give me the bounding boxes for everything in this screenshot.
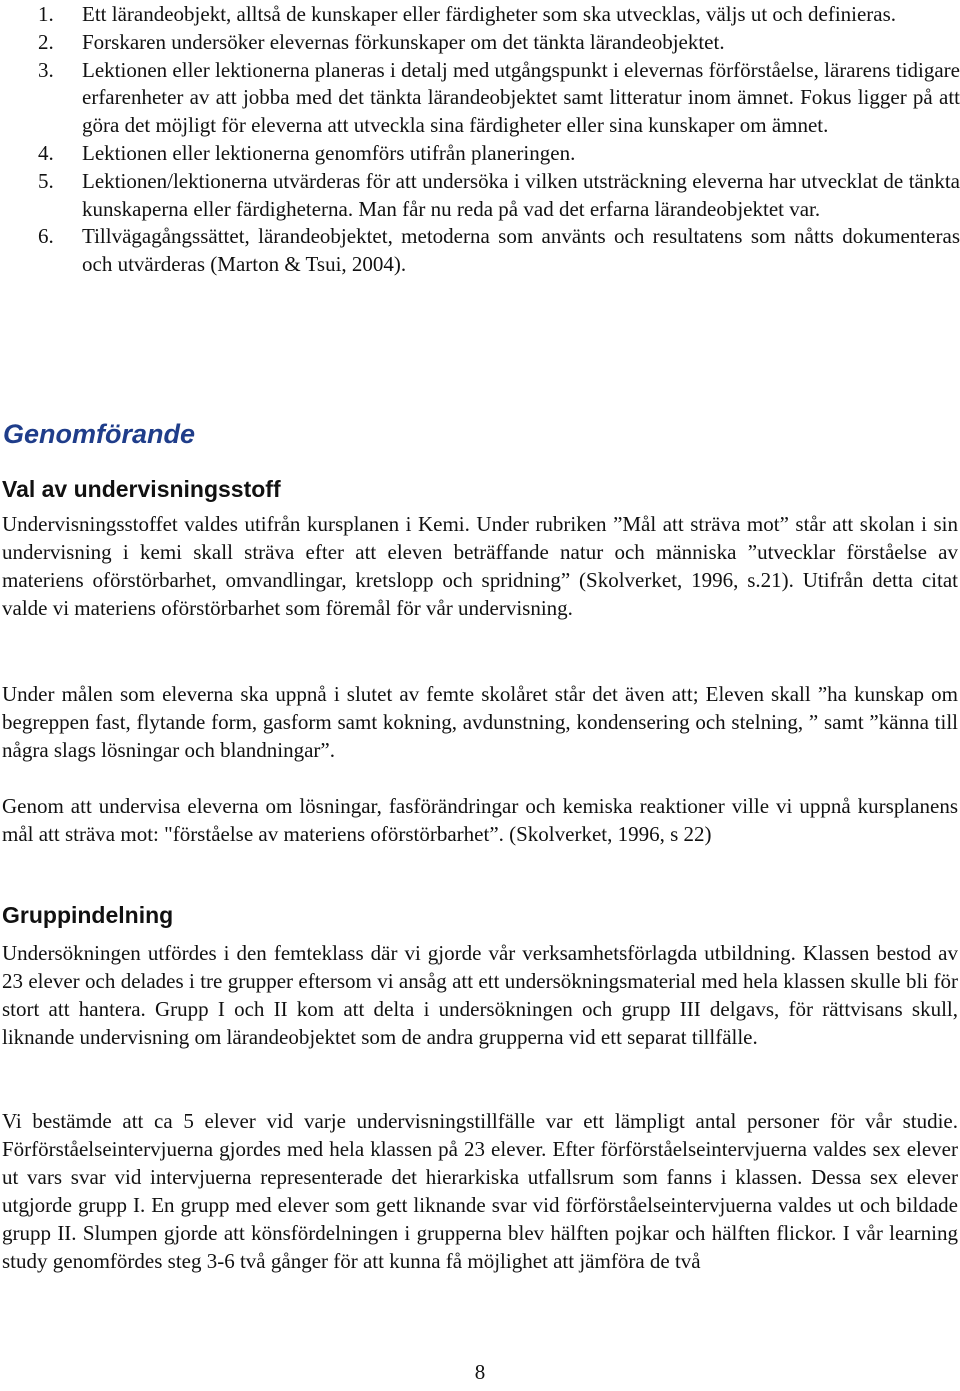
- page-number: 8: [474, 1360, 486, 1384]
- list-item-text: Forskaren undersöker elevernas förkunskaper om det tänkta lärandeobjektet.: [82, 29, 725, 54]
- list-item-number: 6.: [38, 224, 54, 249]
- list-item-text: Tillvägagångssättet, lärandeobjektet, metoderna som använts och resultatens som nåtts dokumenteras och utvärderas (Marton & Tsui, 2004).: [82, 224, 960, 277]
- body-paragraph: Under målen som eleverna ska uppnå i slutet av femte skolåret står det även att; Eleven skall ”ha kunskap om begreppen fast, flytande form, gasform samt kokning, avdunstning, kondensering och stelning, ” samt ”känna till några slags lösningar och blandningar”.: [2, 682, 958, 762]
- list-item: [0, 223, 960, 279]
- body-paragraph: Undervisningsstoffet valdes utifrån kursplanen i Kemi. Under rubriken ”Mål att sträva mot” står att skolan i sin undervisning i kemi skall sträva efter att eleven beträffande natur och människa ”utvecklar förståelse av materiens oförstörbarhet, omvandlingar, kretslopp och spridning” (Skolverket, 1996, s.21). Utifrån detta citat valde vi materiens oförstörbarhet som föremål för vår undervisning.: [2, 512, 958, 620]
- subsection-heading-gruppindelning: Gruppindelning: [2, 902, 174, 928]
- list-item-number: 5.: [38, 168, 54, 193]
- procedure-steps-list: [0, 1, 960, 279]
- list-item-number: 4.: [38, 140, 54, 165]
- list-item-text: Ett lärandeobjekt, alltså de kunskaper eller färdigheter som ska utvecklas, väljs ut och definieras.: [82, 2, 897, 26]
- subsection-heading-val-av-undervisningsstoff: Val av undervisningsstoff: [2, 476, 281, 502]
- list-item-text: Lektionen eller lektionerna genomförs utifrån planeringen.: [82, 140, 576, 165]
- list-item-text: Lektionen eller lektionerna planeras i detalj med utgångspunkt i elevernas förförståelse, lärarens tidigare erfarenheter av att jobba med det tänkta lärandeobjektet samt litteratur inom ämnet. Fokus ligger på att göra det möjligt för eleverna att utveckla sina färdigheter eller sina kunskaper om ämnet.: [82, 57, 960, 138]
- list-item: [0, 57, 960, 140]
- body-paragraph: Undersökningen utfördes i den femteklass där vi gjorde vår verksamhetsförlagda utbildning. Klassen bestod av 23 elever och delades i tre grupper eftersom vi ansåg att ett undersökningsmaterial med hela klassen skulle bli för stort att hantera. Grupp I och II kom att delta i undersökningen och grupp III delgavs, för rättvisans skull, liknande undervisning om lärandeobjektet som de andra grupperna vid ett separat tillfälle.: [2, 941, 958, 1049]
- list-item-text: Lektionen/lektionerna utvärderas för att undersöka i vilken utsträckning eleverna har utvecklat de tänkta kunskaperna eller färdigheterna. Man får nu reda på vad det erfarna lärandeobjektet var.: [82, 168, 960, 221]
- list-item: [0, 1, 960, 29]
- section-heading: Genomförande: [3, 419, 196, 449]
- list-item-number: 1.: [38, 2, 54, 26]
- body-paragraph: Vi bestämde att ca 5 elever vid varje undervisningstillfälle var ett lämpligt antal personer för vår studie. Förförståelseintervjuerna gjordes med hela klassen på 23 elever. Efter förförståelseintervjuerna valdes sex elever ut vars svar vid intervjuerna representerade det hierarkiska utfallsrum som fanns i klassen. Dessa sex elever utgjorde grupp I. En grupp med elever som gett liknande svar vid förförståelseintervjuerna valdes ut och bildade grupp II. Slumpen gjorde att könsfördelningen i grupperna blev hälften pojkar och hälften flickor. I vår learning study genomfördes steg 3-6 två gånger för att kunna få möjlighet att jämföra de två: [2, 1109, 958, 1273]
- list-item-number: 3.: [38, 57, 54, 82]
- list-item-number: 2.: [38, 29, 54, 54]
- body-paragraph: Genom att undervisa eleverna om lösningar, fasförändringar och kemiska reaktioner ville vi uppnå kursplanens mål att sträva mot: "förståelse av materiens oförstörbarhet”. (Skolverket, 1996, s 22): [2, 794, 958, 846]
- list-item: [0, 29, 960, 57]
- list-item: [0, 168, 960, 224]
- list-item: [0, 140, 960, 168]
